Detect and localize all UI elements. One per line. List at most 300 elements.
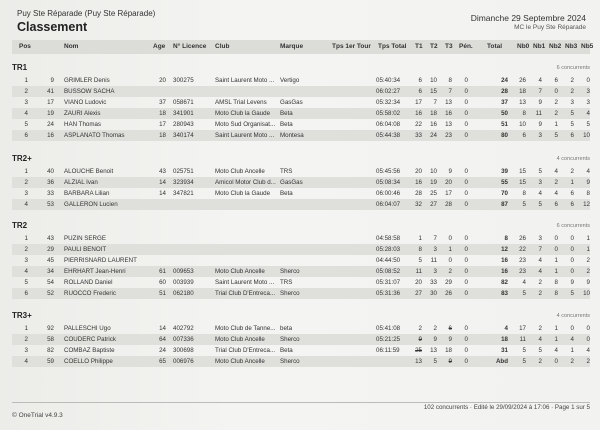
cell-t3: 18 [445, 347, 452, 354]
cell-t3: 17 [445, 190, 452, 197]
cell-nb5: 3 [586, 99, 590, 106]
cell-t2: 2 [433, 325, 437, 332]
cell-club: Moto Club la Gaude [215, 190, 271, 197]
cell-t2: 27 [430, 201, 437, 208]
table-row [12, 288, 590, 299]
cell-marque: Beta [280, 110, 293, 117]
cell-nb1: 3 [538, 179, 542, 186]
cell-nb0: 8 [522, 190, 526, 197]
cell-nb0: 26 [519, 235, 526, 242]
table-row [12, 323, 590, 334]
cell-num: 82 [47, 347, 54, 354]
cell-nb3: 4 [570, 336, 574, 343]
cell-t3: 9 [448, 168, 452, 175]
col-total: Total [487, 43, 503, 50]
cell-nb1: 4 [538, 190, 542, 197]
cell-licence: 280943 [173, 121, 194, 128]
cell-nb5: 12 [583, 201, 590, 208]
cell-nb3: 3 [570, 99, 574, 106]
cell-pos: 5 [24, 279, 28, 286]
cell-nom: GALLERON Lucien [64, 201, 118, 208]
cell-tpst: 06:02:27 [376, 88, 401, 95]
cell-nb0: 4 [522, 279, 526, 286]
cell-t2: 7 [433, 99, 437, 106]
cell-nom: ROLLAND Daniel [64, 279, 113, 286]
table-row [12, 130, 590, 141]
cell-t1: 27 [415, 290, 422, 297]
cell-age: 20 [159, 77, 166, 84]
cell-licence: 009653 [173, 268, 194, 275]
cell-club: Moto Club Ancelle [215, 168, 265, 175]
cell-tpst: 05:31:07 [376, 279, 401, 286]
cell-tpst: 05:58:02 [376, 110, 401, 117]
cell-t3: 0 [448, 235, 452, 242]
cell-nb5: 10 [583, 132, 590, 139]
cell-marque: Beta [280, 190, 293, 197]
cell-marque: Vertigo [280, 77, 300, 84]
category-name: TR2 [12, 221, 28, 230]
category-header [12, 153, 590, 165]
cell-age: 65 [159, 358, 166, 365]
cell-nb0: 26 [519, 77, 526, 84]
cell-num: 34 [47, 268, 54, 275]
cell-t3: 2 [448, 268, 452, 275]
cell-tpst: 05:44:38 [376, 132, 401, 139]
category-name: TR2+ [12, 154, 32, 163]
cell-t1: 2 [418, 325, 422, 332]
cell-tpst: 06:04:08 [376, 121, 401, 128]
cell-t1: 6 [418, 88, 422, 95]
cell-nb0: 13 [519, 99, 526, 106]
cell-nb2: 8 [554, 290, 558, 297]
cell-nom: PAULI BENOIT [64, 246, 107, 253]
cell-nom: COMBAZ Baptiste [64, 347, 115, 354]
cell-nb2: 8 [554, 279, 558, 286]
cell-t3: 9 [448, 358, 452, 365]
cell-t1: 5 [418, 257, 422, 264]
cell-nom: EHRHART Jean-Henri [64, 268, 126, 275]
cell-club: Moto Club la Gaude [215, 110, 271, 117]
cell-num: 45 [47, 257, 54, 264]
col-nb5: Nb5 [581, 43, 594, 50]
cell-t3: 8 [448, 77, 452, 84]
cell-t2: 7 [433, 235, 437, 242]
cell-nb2: 2 [554, 179, 558, 186]
cell-pen: 0 [464, 179, 468, 186]
cell-nb2: 4 [554, 168, 558, 175]
category-header [12, 310, 590, 322]
cell-nb2: 6 [554, 77, 558, 84]
cell-total: 24 [501, 77, 508, 84]
cell-nb2: 1 [554, 268, 558, 275]
cell-age: 24 [159, 347, 166, 354]
cell-licence: 347821 [173, 190, 194, 197]
cell-total: 70 [501, 190, 508, 197]
cell-t3: 29 [445, 279, 452, 286]
col-nb0: Nb0 [517, 43, 530, 50]
cell-age: 14 [159, 325, 166, 332]
cell-total: 16 [501, 257, 508, 264]
table-row [12, 177, 590, 188]
cell-age: 17 [159, 121, 166, 128]
cell-tpst: 06:00:46 [376, 190, 401, 197]
cell-total: 50 [501, 110, 508, 117]
cell-num: 59 [47, 358, 54, 365]
cell-t3: 6 [448, 325, 452, 332]
cell-nb3: 0 [570, 268, 574, 275]
cell-age: 51 [159, 290, 166, 297]
cell-total: 37 [501, 99, 508, 106]
cell-licence: 058671 [173, 99, 194, 106]
table-row [12, 345, 590, 356]
event-name: Puy Ste Réparade (Puy Ste Réparade) [17, 9, 156, 18]
cell-pos: 3 [24, 99, 28, 106]
cell-num: 52 [47, 290, 54, 297]
cell-nb3: 6 [570, 190, 574, 197]
cell-tpst: 05:08:34 [376, 179, 401, 186]
col-nb2: Nb2 [549, 43, 562, 50]
category-name: TR1 [12, 63, 28, 72]
table-row [12, 108, 590, 119]
cell-marque: Sherco [280, 336, 300, 343]
cell-total: 16 [501, 268, 508, 275]
cell-tpst: 06:11:59 [376, 347, 400, 354]
cell-num: 40 [47, 168, 54, 175]
cell-nb2: 1 [554, 121, 558, 128]
cell-club: Moto Club Ancelle [215, 336, 265, 343]
cell-t1: 16 [415, 110, 422, 117]
cell-nb5: 1 [586, 246, 590, 253]
cell-nb5: 4 [586, 347, 590, 354]
cell-marque: Sherco [280, 290, 300, 297]
cell-pen: 0 [464, 246, 468, 253]
cell-nb3: 6 [570, 201, 574, 208]
cell-nb0: 15 [519, 179, 526, 186]
cell-pen: 0 [464, 201, 468, 208]
cell-nb2: 2 [554, 99, 558, 106]
cell-nb3: 1 [570, 347, 574, 354]
cell-pen: 0 [464, 336, 468, 343]
col-t2: T2 [430, 43, 438, 50]
table-row [12, 75, 590, 86]
cell-pos: 1 [24, 325, 28, 332]
cell-nb2: 0 [554, 235, 558, 242]
cell-nom: BARBARA Lilian [64, 190, 110, 197]
category-header [12, 62, 590, 74]
category-count: 4 concurrents [556, 313, 590, 319]
cell-nb1: 5 [538, 347, 542, 354]
cell-marque: TRS [280, 279, 293, 286]
cell-pen: 0 [464, 168, 468, 175]
cell-nb3: 2 [570, 88, 574, 95]
col-nom: Nom [64, 43, 79, 50]
cell-licence: 323934 [173, 179, 194, 186]
footer-divider [12, 402, 590, 403]
cell-pos: 4 [24, 201, 28, 208]
cell-nom: PALLESCHI Ugo [64, 325, 111, 332]
cell-marque: beta [280, 325, 293, 332]
cell-nb0: 23 [519, 268, 526, 275]
cell-club: Saint Laurent Moto ... [215, 77, 275, 84]
cell-num: 58 [47, 336, 54, 343]
table-row [12, 356, 590, 367]
cell-nb0: 17 [519, 325, 526, 332]
cell-total: 12 [501, 246, 508, 253]
table-row [12, 334, 590, 345]
cell-nb3: 2 [570, 358, 574, 365]
cell-total: 18 [501, 336, 508, 343]
column-header-row [12, 40, 594, 54]
col-age: Age [153, 43, 166, 50]
cell-pen: 0 [464, 88, 468, 95]
cell-nb0: 5 [522, 358, 526, 365]
cell-nb5: 1 [586, 235, 590, 242]
cell-t3: 23 [445, 132, 452, 139]
cell-marque: Sherco [280, 358, 300, 365]
cell-nb5: 2 [586, 358, 590, 365]
cell-nb0: 22 [519, 246, 526, 253]
cell-pos: 4 [24, 268, 28, 275]
cell-t2: 10 [430, 168, 437, 175]
cell-pos: 3 [24, 190, 28, 197]
table-row [12, 244, 590, 255]
cell-licence: 062180 [173, 290, 194, 297]
cell-nb2: 5 [554, 132, 558, 139]
cell-tpst: 04:44:50 [376, 257, 401, 264]
cell-licence: 402792 [173, 325, 194, 332]
category-name: TR3+ [12, 311, 32, 320]
cell-nb5: 0 [586, 336, 590, 343]
cell-nb1: 2 [538, 358, 542, 365]
cell-marque: GasGas [280, 179, 303, 186]
cell-nb3: 6 [570, 132, 574, 139]
cell-t2: 18 [430, 110, 437, 117]
cell-pen: 0 [464, 235, 468, 242]
cell-licence: 341901 [173, 110, 194, 117]
cell-nb0: 6 [522, 132, 526, 139]
cell-club: Saint Laurent Moto ... [215, 279, 275, 286]
cell-nb2: 1 [554, 325, 558, 332]
cell-pen: 0 [464, 110, 468, 117]
cell-nb2: 2 [554, 110, 558, 117]
cell-t1: 16 [415, 179, 422, 186]
cell-tpst: 05:45:56 [376, 168, 401, 175]
cell-age: 18 [159, 110, 166, 117]
cell-age: 14 [159, 179, 166, 186]
cell-nb5: 0 [586, 77, 590, 84]
cell-total: 80 [501, 132, 508, 139]
cell-tpst: 05:08:52 [376, 268, 401, 275]
col-t1: T1 [415, 43, 423, 50]
cell-num: 16 [47, 132, 54, 139]
event-date: Dimanche 29 Septembre 2024 [470, 13, 586, 23]
cell-nb2: 0 [554, 246, 558, 253]
cell-t1: 17 [415, 99, 422, 106]
cell-tpst: 06:04:07 [376, 201, 401, 208]
footer-summary: 102 concurrents · Edité le 29/09/2024 à 17:06 · Page 1 sur 5 [423, 404, 590, 411]
cell-pen: 0 [464, 190, 468, 197]
cell-t3: 26 [445, 290, 452, 297]
cell-nb0: 10 [519, 121, 526, 128]
cell-nb0: 8 [522, 110, 526, 117]
cell-nb0: 5 [522, 201, 526, 208]
cell-num: 19 [47, 110, 54, 117]
cell-nb3: 9 [570, 279, 574, 286]
cell-tpst: 05:21:25 [376, 336, 401, 343]
cell-nom: RUOCCO Frederic [64, 290, 116, 297]
cell-nb2: 1 [554, 336, 558, 343]
table-row [12, 166, 590, 177]
cell-club: Moto Club Ancelle [215, 358, 265, 365]
cell-licence: 340174 [173, 132, 194, 139]
cell-nb5: 10 [583, 290, 590, 297]
cell-total: 4 [504, 325, 508, 332]
cell-total: 39 [501, 168, 508, 175]
cell-pen: 0 [464, 121, 468, 128]
cell-pos: 5 [24, 121, 28, 128]
category-count: 6 concurrents [556, 65, 590, 71]
cell-t2: 19 [430, 179, 437, 186]
cell-pos: 2 [24, 179, 28, 186]
cell-tpst: 05:28:03 [376, 246, 401, 253]
cell-pos: 1 [24, 77, 28, 84]
cell-nb5: 9 [586, 179, 590, 186]
cell-nb1: 4 [538, 268, 542, 275]
cell-licence: 006976 [173, 358, 194, 365]
cell-t2: 3 [433, 268, 437, 275]
cell-nb1: 2 [538, 279, 542, 286]
cell-licence: 300698 [173, 347, 194, 354]
cell-nom: HAN Thomas [64, 121, 102, 128]
cell-nb2: 0 [554, 358, 558, 365]
cell-num: 33 [47, 190, 54, 197]
cell-nb1: 4 [538, 257, 542, 264]
cell-pen: 0 [464, 77, 468, 84]
col-licence: N° Licence [173, 43, 207, 50]
cell-nb1: 5 [538, 168, 542, 175]
cell-t3: 13 [445, 99, 452, 106]
cell-t3: 16 [445, 110, 452, 117]
cell-licence: 300275 [173, 77, 194, 84]
cell-t2: 16 [430, 121, 437, 128]
cell-nb3: 0 [570, 325, 574, 332]
cell-tpst: 05:32:34 [376, 99, 401, 106]
cell-nb2: 4 [554, 190, 558, 197]
cell-age: 18 [159, 132, 166, 139]
table-row [12, 188, 590, 199]
cell-total: 28 [501, 88, 508, 95]
cell-t2: 5 [433, 358, 437, 365]
cell-nb1: 7 [538, 88, 542, 95]
cell-nom: COELLO Philippe [64, 358, 113, 365]
cell-t3: 20 [445, 179, 452, 186]
cell-nb1: 9 [538, 99, 542, 106]
cell-nb1: 3 [538, 235, 542, 242]
cell-nb5: 9 [586, 279, 590, 286]
cell-t1: 1 [418, 235, 422, 242]
software-credit: © OneTrial v4.9.3 [12, 412, 63, 419]
cell-pen: 0 [464, 99, 468, 106]
cell-pos: 1 [24, 235, 28, 242]
cell-t3: 13 [445, 121, 452, 128]
cell-nb3: 2 [570, 168, 574, 175]
cell-nb1: 9 [538, 121, 542, 128]
cell-pen: 0 [464, 290, 468, 297]
cell-club: Moto Sud Organisat... [215, 121, 276, 128]
cell-t1: 22 [415, 121, 422, 128]
col-nb1: Nb1 [533, 43, 546, 50]
cell-marque: Sherco [280, 268, 300, 275]
cell-nb0: 23 [519, 257, 526, 264]
cell-nb3: 5 [570, 121, 574, 128]
cell-pos: 1 [24, 168, 28, 175]
cell-t3: 28 [445, 201, 452, 208]
cell-nom: ASPLANATO Thomas [64, 132, 125, 139]
cell-tpst: 04:58:58 [376, 235, 401, 242]
category-count: 4 concurrents [556, 156, 590, 162]
cell-nb5: 4 [586, 110, 590, 117]
cell-t2: 33 [430, 279, 437, 286]
cell-pen: 0 [464, 257, 468, 264]
cell-nb1: 2 [538, 325, 542, 332]
cell-nom: PIERRISNARD LAURENT [64, 257, 137, 264]
cell-nom: BUSSOW SACHA [64, 88, 115, 95]
col-tps1: Tps 1er Tour [332, 43, 371, 50]
cell-t3: 9 [448, 336, 452, 343]
cell-nom: GRIMLER Denis [64, 77, 110, 84]
cell-pen: 0 [464, 325, 468, 332]
cell-pen: 0 [464, 358, 468, 365]
cell-licence: 007336 [173, 336, 194, 343]
table-row [12, 97, 590, 108]
cell-total: 55 [501, 179, 508, 186]
cell-pen: 0 [464, 279, 468, 286]
col-tpst: Tps Total [378, 43, 407, 50]
cell-nom: ALOUCHE Benoit [64, 168, 114, 175]
cell-nom: ALZIAL Ivan [64, 179, 98, 186]
cell-pen: 0 [464, 347, 468, 354]
cell-nb0: 5 [522, 290, 526, 297]
col-pos: Pos [19, 43, 31, 50]
cell-t2: 25 [430, 190, 437, 197]
cell-num: 92 [47, 325, 54, 332]
cell-t3: 1 [448, 246, 452, 253]
cell-nb2: 1 [554, 257, 558, 264]
cell-t2: 10 [430, 77, 437, 84]
cell-age: 43 [159, 168, 166, 175]
col-pen: Pén. [459, 43, 473, 50]
cell-nb2: 4 [554, 347, 558, 354]
cell-nom: VIANO Ludovic [64, 99, 107, 106]
table-row [12, 233, 590, 244]
cell-marque: Montesa [280, 132, 304, 139]
cell-nb5: 4 [586, 168, 590, 175]
cell-num: 41 [47, 88, 54, 95]
cell-nb5: 5 [586, 121, 590, 128]
category-header [12, 220, 590, 232]
cell-club: Trial Club D'Entreca... [215, 347, 276, 354]
cell-t1: 6 [418, 77, 422, 84]
cell-total: 8 [504, 235, 508, 242]
cell-licence: 003939 [173, 279, 194, 286]
cell-t3: 0 [448, 257, 452, 264]
cell-marque: TRS [280, 168, 293, 175]
cell-nb3: 1 [570, 179, 574, 186]
cell-pos: 2 [24, 246, 28, 253]
cell-nb3: 2 [570, 77, 574, 84]
cell-nb0: 5 [522, 347, 526, 354]
organizer: MC le Puy Ste Réparade [514, 24, 586, 31]
